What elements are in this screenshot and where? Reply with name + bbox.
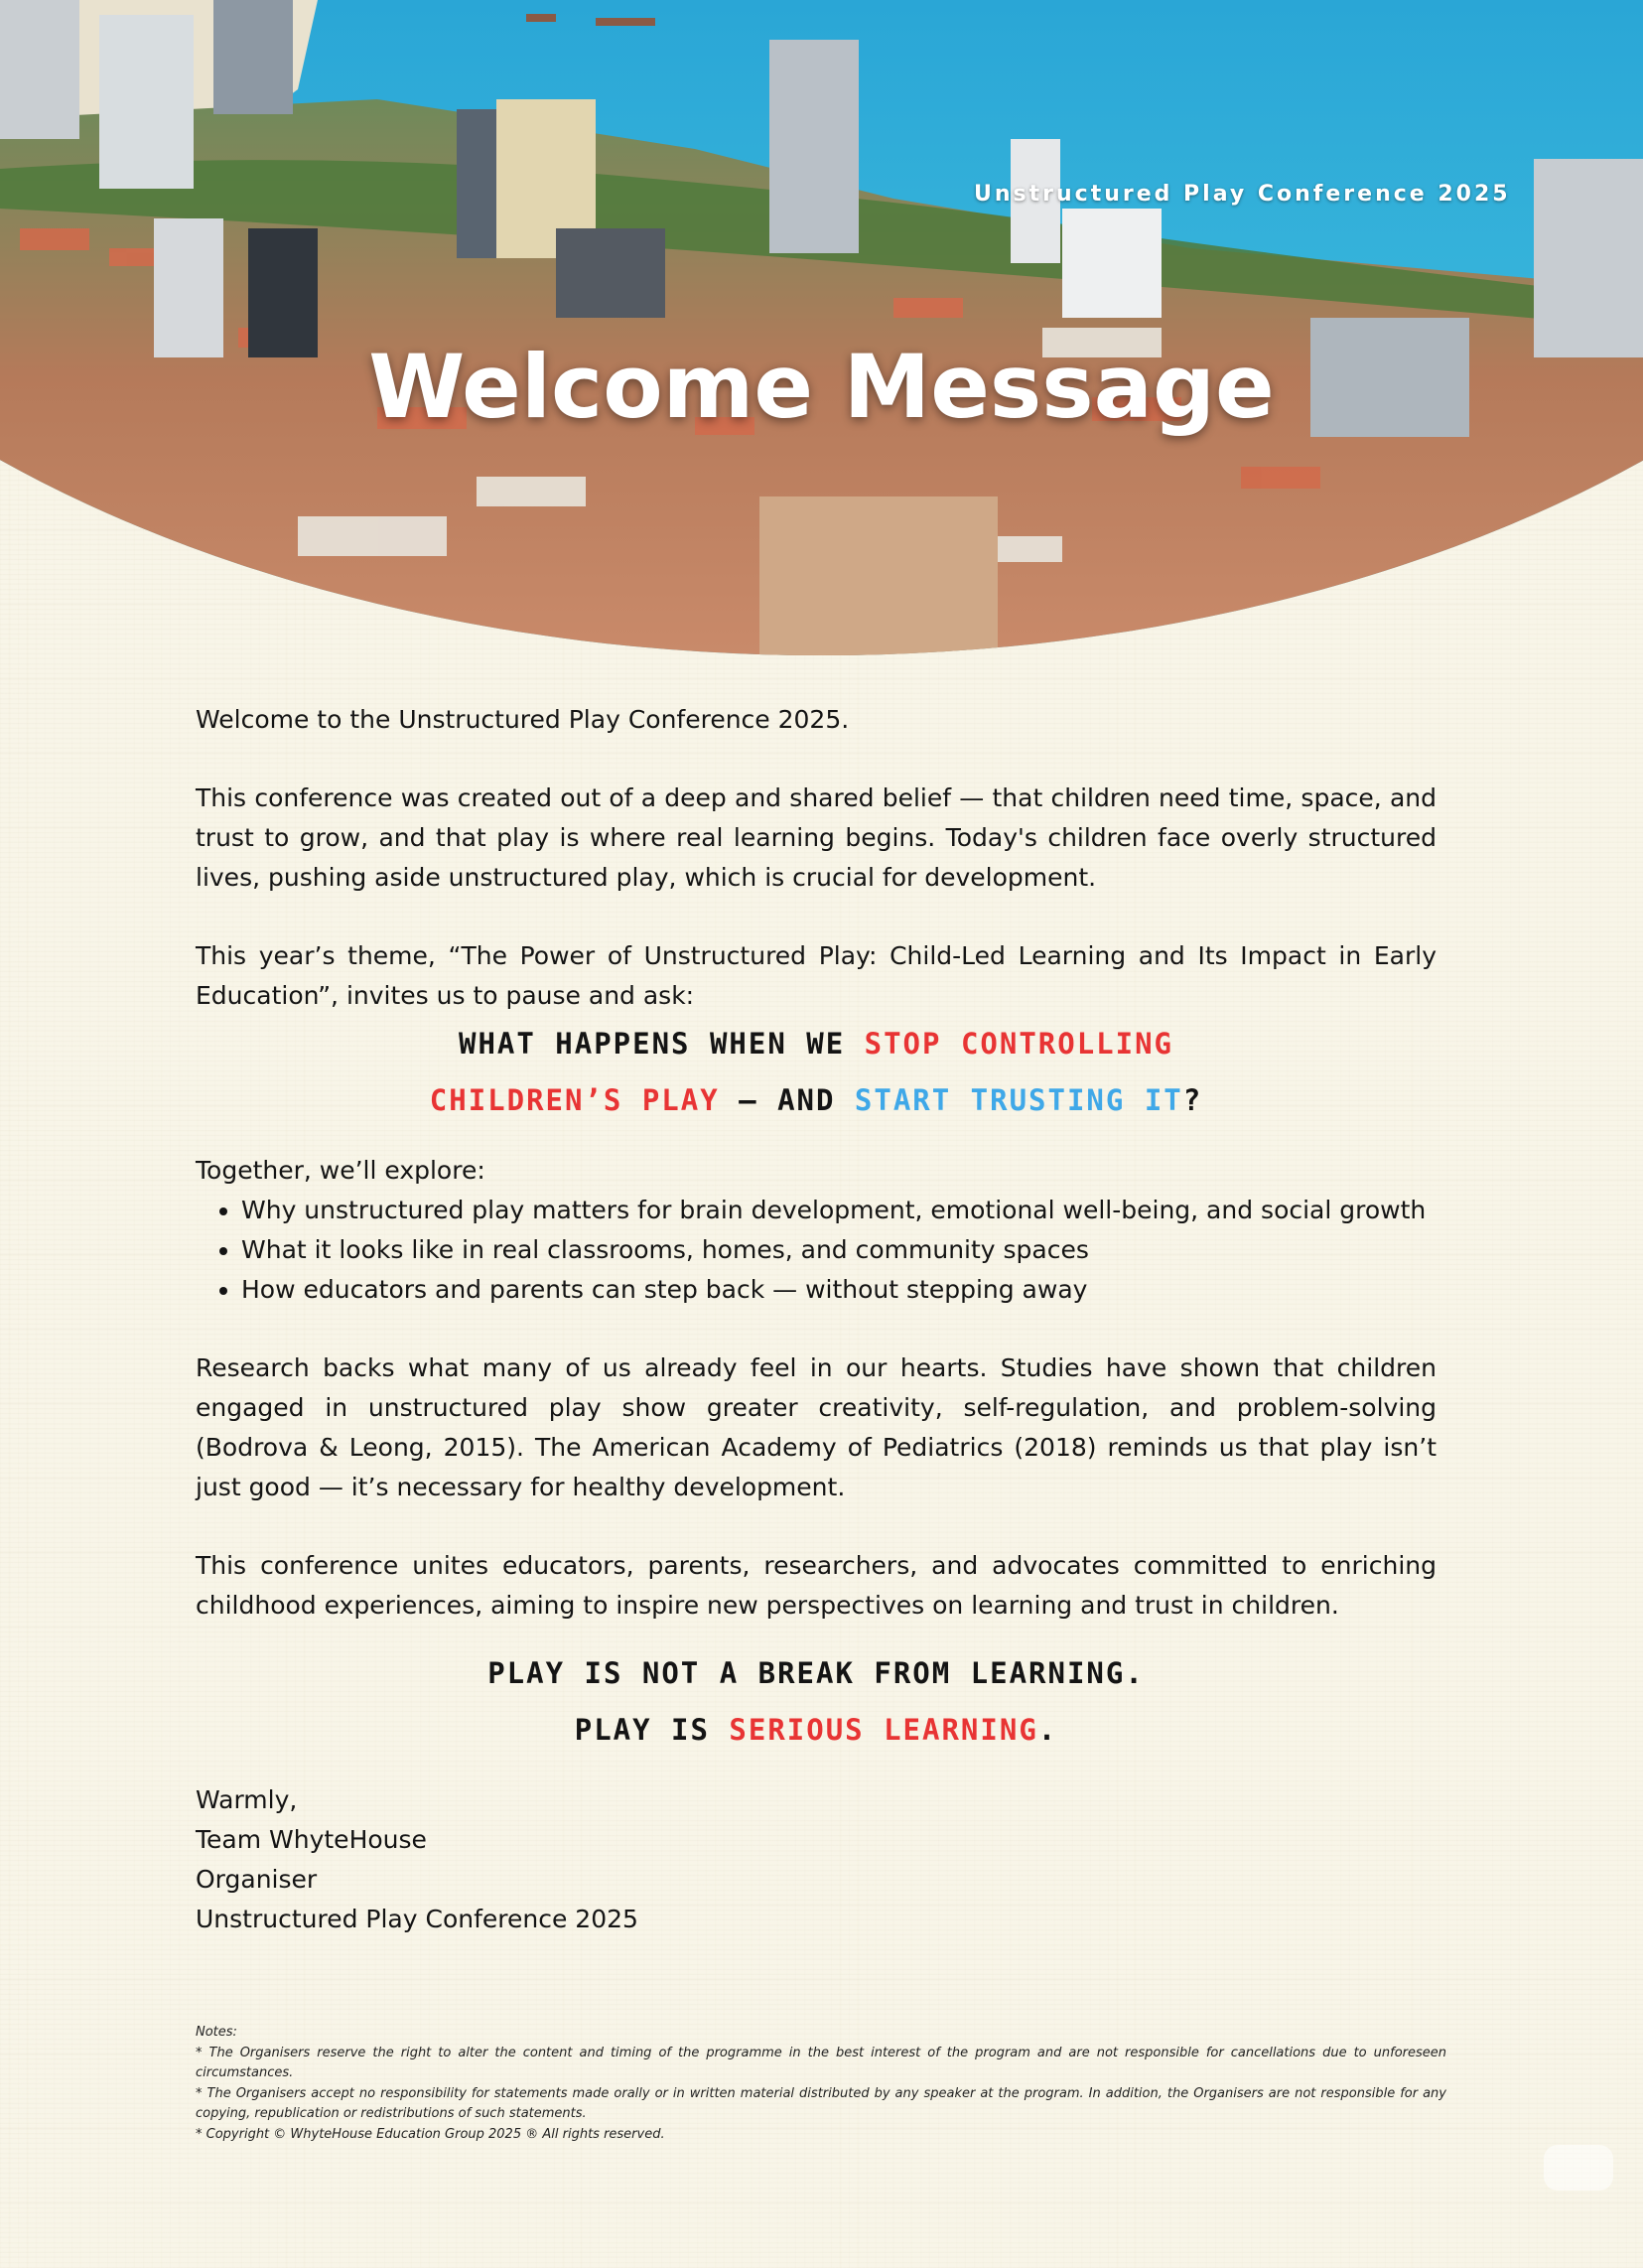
question-highlight-red: STOP CONTROLLING — [864, 1027, 1173, 1061]
footnotes — [196, 2023, 1446, 2145]
motto-part: PLAY IS — [574, 1713, 730, 1747]
question-highlight-blue: START TRUSTING IT — [854, 1083, 1183, 1117]
paragraph-research: Research backs what many of us already feel in our hearts. Studies have shown that children engaged in unstructured play show greater creativity, self-regulation, and problem-solving (Bodrova & Leong, 2015). The American Academy of Pediatrics (2018) reminds us that play isn’t just good — it’s necessary for healthy development. — [196, 1353, 1437, 1501]
motto-part: . — [1037, 1713, 1058, 1747]
note-item: * Copyright © WhyteHouse Education Group 2025 ® All rights reserved. — [196, 2126, 665, 2142]
paragraph-unites: This conference unites educators, parents, researchers, and advocates committed to enriching childhood experiences, aiming to inspire new perspectives on learning and trust in children. — [196, 1551, 1437, 1620]
list-item: • What it looks like in real classrooms, homes, and community spaces — [241, 1230, 1437, 1270]
question-part: WHAT HAPPENS WHEN WE — [458, 1027, 865, 1061]
note-item: * The Organisers accept no responsibility for statements made orally or in written material distributed by any speaker at the program. In addition, the Organisers are not responsible for any copying, republication or redistributions of such statements. — [196, 2085, 1446, 2121]
signoff-line: Team WhyteHouse — [196, 1825, 427, 1854]
note-item: * The Organisers reserve the right to alter the content and timing of the programme in the best interest of the program and are not responsible for cancellations due to unforeseen circumstances. — [196, 2045, 1446, 2080]
question-highlight-red: CHILDREN’S PLAY — [429, 1083, 720, 1117]
letter-body — [196, 700, 1437, 1939]
conference-label: Unstructured Play Conference 2025 — [974, 182, 1511, 207]
explore-intro: Together, we’ll explore: — [196, 1156, 485, 1185]
greeting: Welcome to the Unstructured Play Conference 2025. — [196, 705, 850, 734]
theme-question — [196, 1016, 1437, 1129]
motto — [196, 1645, 1437, 1759]
motto-line: PLAY IS NOT A BREAK FROM LEARNING. — [487, 1656, 1145, 1690]
explore-list — [196, 1191, 1437, 1310]
paragraph-purpose: This conference was created out of a deep and shared belief — that children need time, space, and trust to grow, and that play is where real learning begins. Today's children face overly structured lives, pushing aside unstructured play, which is crucial for development. — [196, 783, 1437, 892]
list-item: • How educators and parents can step back — without stepping away — [241, 1270, 1437, 1310]
signoff-line: Warmly, — [196, 1785, 298, 1814]
paragraph-theme: This year’s theme, “The Power of Unstructured Play: Child-Led Learning and Its Impact in Early Education”, invites us to pause and ask: — [196, 941, 1437, 1010]
signoff-line: Unstructured Play Conference 2025 — [196, 1905, 638, 1933]
notes-heading: Notes: — [196, 2025, 237, 2040]
list-item: • Why unstructured play matters for brain development, emotional well-being, and social growth — [241, 1191, 1437, 1230]
question-part: ? — [1182, 1083, 1203, 1117]
page-title: Welcome Message — [368, 336, 1275, 438]
signoff-line: Organiser — [196, 1865, 318, 1894]
city-aerial-image — [0, 0, 1643, 655]
watermark-badge — [1544, 2145, 1613, 2191]
hero-banner — [0, 0, 1643, 655]
signoff — [196, 1780, 1437, 1939]
question-part: — AND — [719, 1083, 855, 1117]
motto-highlight-red: SERIOUS LEARNING — [729, 1713, 1038, 1747]
